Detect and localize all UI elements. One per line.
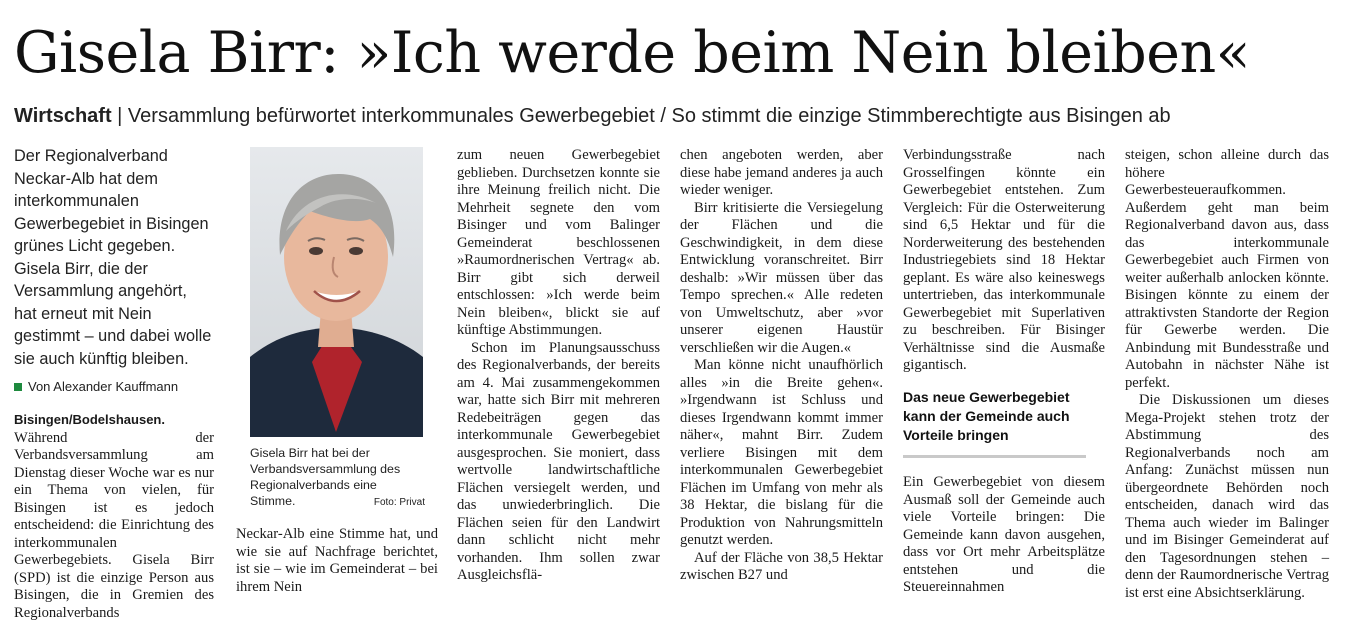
section-subheading: Das neue Gewerbegebiet kann der Gemeinde auch Vorteile bringen — [903, 389, 1070, 443]
column-1 — [14, 411, 214, 622]
column-1-paragraph — [14, 411, 214, 622]
column-6-paragraph-2: Die Diskussionen um dieses Mega-Projekt stehen trotz der Abstimmung des Regionalverbands noch am Anfang: Zunächst müssen nun übergeordnete Behörden noch entscheiden, danach wird das Thema auch wieder im Balinger und im Bisinger Gemeinderat auf den Tagesordnungen stehen – denn der Raumordnerische Vertrag ist erst eine Absichtserklärung. — [1125, 392, 1329, 601]
photo-caption — [250, 445, 425, 511]
photo-credit: Foto: Privat — [373, 497, 425, 508]
ressort-label: Wirtschaft — [14, 105, 112, 127]
subheading-rule — [903, 455, 1086, 458]
portrait-illustration — [250, 147, 423, 437]
column-2-paragraph: Neckar-Alb eine Stimme hat, und wie sie auf Nachfrage berichtet, ist sie – wie im Gemeinderat – bei ihrem Nein — [236, 526, 438, 595]
article-intro: Der Regionalverband Neckar-Alb hat dem interkommunalen Gewerbegebiet in Bisingen grünes Licht gegeben. Gisela Birr, die der Versammlung angehört, hat erneut mit Nein gestimmt – und dabei wolle sie auch künftig bleiben. — [14, 147, 212, 368]
portrait-photo — [250, 147, 423, 437]
column-6 — [1125, 147, 1329, 602]
column-2 — [236, 526, 438, 596]
dateline: Bisingen/Bodelshausen. — [14, 412, 165, 427]
subline-text: Versammlung befürwortet interkommunales Gewerbegebiet / So stimmt die einzige Stimmberechtigte aus Bisingen ab — [127, 105, 1171, 127]
caption-text: Gisela Birr hat bei der Verbandsversammlung des Regionalverbands eine Stimme. — [250, 446, 401, 508]
column-4 — [680, 147, 883, 585]
column-5-continued — [903, 474, 1105, 597]
column-6-paragraph-1: steigen, schon alleine durch das höhere Gewerbesteueraufkommen. Außerdem geht man beim Regionalverband davon aus, dass das interkommunale Gewerbegebiet auch Firmen von weiter außerhalb anlocken könnte. Bisingen könnte zu einem der attraktivsten Standorte der Region für Gewerbe werden. Die Anbindung mit Bundesstraße und Autobahn in nächster Nähe ist perfekt. — [1125, 147, 1329, 391]
column-3 — [457, 147, 660, 585]
column-4-paragraph-1: chen angeboten werden, aber diese habe jemand anderes ja auch wieder weniger. — [680, 147, 883, 198]
author-name: Von Alexander Kauffmann — [28, 379, 179, 394]
column-5-paragraph-2: Ein Gewerbegebiet von diesem Ausmaß soll der Gemeinde auch viele Vorteile bringen: Die Gemeinde kann davon ausgehen, dass vor Ort mehr Arbeitsplätze entstehen und die Steuereinnahmen — [903, 474, 1105, 595]
column-1-text: Während der Verbandsversammlung am Dienstag dieser Woche war es nur ein Thema von vielen, für Bisingen ist es jedoch entscheidend: die Einrichtung des interkommunalen Gewerbegebiets. Gisela Birr (SPD) ist die einzige Person aus Bisingen, die in Gremien des Regionalverbands — [14, 429, 214, 621]
column-4-paragraph-2: Birr kritisierte die Versiegelung der Flächen und die Geschwindigkeit, in dem diese Entwicklung voranschreitet. Birr deshalb: »Wir müssen über das Tempo sprechen.« Alle redeten von Umweltschutz, aber »vor unserer eigenen Haustür verschließen wir die Augen.« — [680, 199, 883, 356]
subline-separator: | — [111, 105, 128, 127]
article-headline: Gisela Birr: »Ich werde beim Nein bleiben« — [14, 20, 1251, 86]
column-4-paragraph-4: Auf der Fläche von 38,5 Hektar zwischen B27 und — [680, 549, 883, 583]
author-line — [14, 378, 229, 396]
article-subline — [14, 103, 1354, 129]
green-square-icon — [14, 383, 22, 391]
column-5-paragraph-1: Verbindungsstraße nach Grosselfingen könnte ein Gewerbegebiet entstehen. Zum Vergleich: Für die Osterweiterung sind 6,5 Hektar und für die Norderweiterung des bestehenden Industriegebiets sind 18 Hektar geplant. Es wäre also keineswegs untertrieben, das interkommunale Gewerbegebiet mit Superlativen zu beschreiben. Für Bisinger Verhältnisse sind die Ausmaße gigantisch. — [903, 147, 1105, 373]
column-4-paragraph-3: Man könne nicht unaufhörlich alles »in die Breite gehen«. »Irgendwann ist Schluss und dieses Irgendwann kommt immer näher«, mahnt Birr. Zudem verliere Bisingen mit dem interkommunalen Gewerbegebiet Flächen im Umfang von mehr als 38 Hektar, die bislang für die Produktion von Nahrungsmitteln genutzt werden. — [680, 357, 883, 548]
column-3-paragraph-2: Schon im Planungsausschuss des Regionalverbands, der bereits am 4. Mai zusammengekommen war, hatte sich Birr mit mehreren Redebeiträgen gegen das interkommunale Gewerbegebiet ausgesprochen. Sie moniert, dass wertvolle landwirtschaftliche Flächen versiegelt werden, und das unwiederbringlich. Die Flächen seien für den Landwirt dann schlicht nicht mehr vorhanden. Ihm sollen zwar Ausgleichsflä- — [457, 339, 660, 583]
column-5 — [903, 147, 1105, 375]
column-3-paragraph-1: zum neuen Gewerbegebiet geblieben. Durchsetzen konnte sie ihre Meinung freilich nicht. Die Mehrheit segnete den vom Bisinger und vom Balinger Gemeinderat beschlossenen »Raumordnerischen Vertrag« ab. Birr gibt sich derweil entschlossen: »Ich werde beim Nein bleiben«, blickt sie auf künftige Abstimmungen. — [457, 147, 660, 338]
